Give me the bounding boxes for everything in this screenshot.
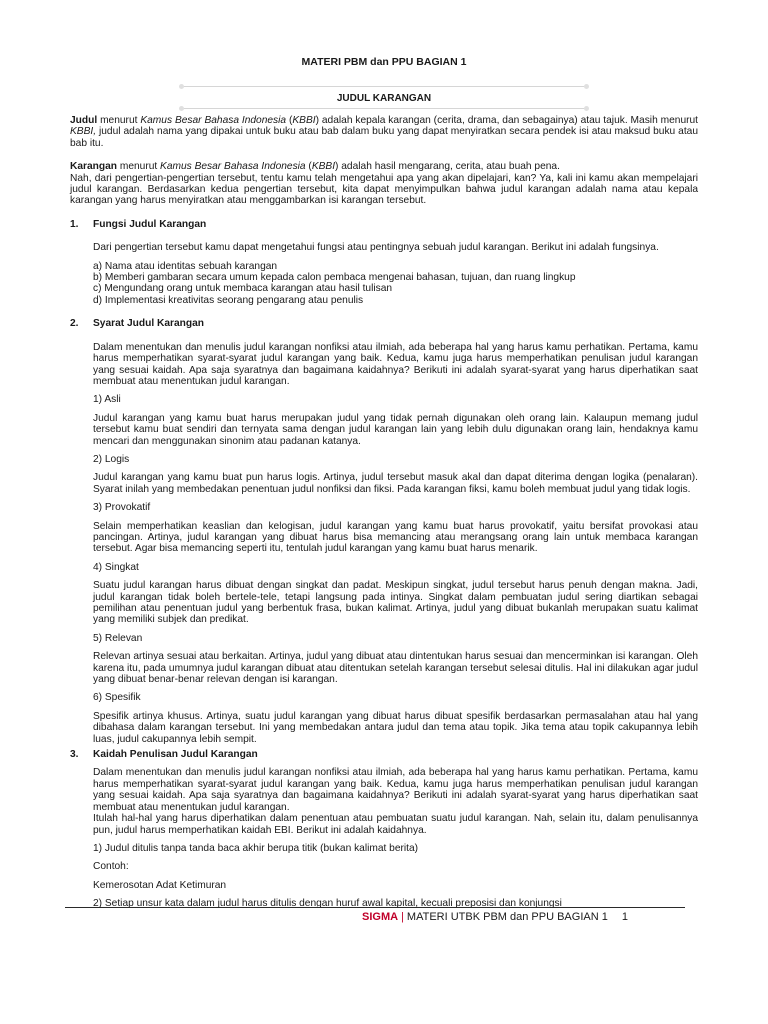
criterion-text: Suatu judul karangan harus dibuat dengan singkat dan padat. Meskipun singkat, judul tersebut harus penuh dengan makna. Jadi, judul karangan tidak boleh bertele-tele, tetapi langsung pada intinya. Singkat dalam pembuatan judul sering diartikan sebagai pemilihan atau penentuan judul yang berbentuk frasa, bukan kalimat. Artinya, judul yang dibuat bukanlah merupakan suatu kalimat yang memiliki subjek dan predikat. — [93, 580, 698, 626]
section-title: Fungsi Judul Karangan — [93, 218, 207, 230]
section-paragraph-2: Itulah hal-hal yang harus diperhatikan dalam penentuan atau pembuatan suatu judul karangan. Nah, selain itu, dalam penulisannya pun, judul harus memperhatikan kaidah EBI. Berikut ini adalah kaidahnya. — [93, 813, 698, 836]
subtitle-divider — [182, 108, 586, 109]
section-paragraph: Dalam menentukan dan menulis judul karangan nonfiksi atau ilmiah, ada beberapa hal yang harus kamu perhatikan. Pertama, kamu harus memperhatikan syarat-syarat judul karangan yang baik. Kedua, kamu juga harus memperhatikan penulisan judul karangan yang sesuai kaidah. Apa saja syaratnya dan bagaimana kaidahnya? Berikuti ini adalah syarat-syarat yang harus diperhatikan saat membuat atau menentukan judul karangan. — [93, 341, 698, 387]
divider-dot-right-2 — [584, 106, 589, 111]
term-karangan: Karangan — [70, 161, 117, 173]
footer-brand: SIGMA — [362, 911, 399, 923]
list-item: a) Nama atau identitas sebuah karangan — [93, 260, 278, 272]
title-divider-top — [182, 86, 586, 87]
section-number: 3. — [70, 749, 79, 761]
divider-dot-left — [179, 84, 184, 89]
section-body-fungsi — [70, 242, 698, 306]
document-subtitle: JUDUL KARANGAN — [336, 93, 432, 104]
footer-text: MATERI UTBK PBM dan PPU BAGIAN 1 — [406, 911, 608, 923]
section-number: 1. — [70, 218, 79, 230]
criterion-label: 6) Spesifik — [93, 692, 141, 704]
section-paragraph: Dalam menentukan dan menulis judul karangan nonfiksi atau ilmiah, ada beberapa hal yang harus kamu perhatikan. Pertama, kamu harus memperhatikan syarat-syarat judul karangan yang baik. Kedua, kamu juga harus memperhatikan penulisan judul karangan yang sesuai kaidah. Apa saja syaratnya dan bagaimana kaidahnya? Berikuti ini adalah syarat-syarat yang harus diperhatikan saat membuat atau menentukan judul karangan. — [93, 767, 698, 813]
criterion-text: Judul karangan yang kamu buat harus merupakan judul yang tidak pernah digunakan oleh orang lain. Kalaupun memang judul tersebut kamu buat sendiri dan ternyata sama dengan judul karangan lain yang lebih dulu digunakan orang lain, hendaknya kamu mencari dan menggunakan sinonim atau padanan katanya. — [93, 412, 698, 447]
criterion-text: Judul karangan yang kamu buat pun harus logis. Artinya, judul tersebut masuk akal dan dapat diterima dengan logika (penalaran). Syarat inilah yang membedakan penentuan judul nonfiksi dan fiksi. Pada karangan fiksi, kamu boleh membuat judul yang tidak logis. — [93, 472, 698, 495]
text-fragment: ( — [286, 115, 293, 126]
term-judul: Judul — [70, 115, 98, 126]
criterion-label: 4) Singkat — [93, 561, 139, 573]
example-label: Contoh: — [93, 861, 129, 873]
section-heading-fungsi — [70, 219, 698, 230]
section-title: Kaidah Penulisan Judul Karangan — [93, 749, 258, 761]
rule-item: 1) Judul ditulis tanpa tanda baca akhir berupa titik (bukan kalimat berita) — [93, 842, 419, 854]
criterion-label: 5) Relevan — [93, 632, 143, 644]
text-fragment: ( — [305, 161, 312, 173]
intro-paragraph-karangan — [70, 161, 698, 172]
page-number: 1 — [621, 911, 628, 923]
criterion-label: 1) Asli — [93, 394, 121, 406]
text-fragment: menurut — [97, 115, 141, 126]
document-title: MATERI PBM dan PPU BAGIAN 1 — [301, 56, 467, 68]
intro-paragraph-conclusion: Nah, dari pengertian-pengertian tersebut, tentu kamu telah mengetahui apa yang akan dipelajari, kan? Ya, kali ini kamu akan mempelajari judul karangan. Berdasarkan kedua pengertian tersebut, kita dapat menyimpulkan bahwa judul karangan adalah nama atau kepala karangan yang harus menyiratkan atau menggambarkan isi karangan tersebut. — [70, 172, 698, 207]
example-text: Kemerosotan Adat Ketimuran — [93, 879, 227, 891]
kbbi-fullname: Kamus Besar Bahasa Indonesia — [140, 115, 287, 126]
intro-paragraph-judul — [70, 115, 698, 149]
text-fragment: menurut — [117, 161, 161, 173]
kbbi-abbr-3: KBBI — [311, 161, 336, 173]
list-item: c) Mengundang orang untuk membaca karangan atau hasil tulisan — [93, 283, 393, 295]
rule-item: 2) Setiap unsur kata dalam judul harus ditulis dengan huruf awal kapital, kecuali preposisi dan konjungsi — [93, 898, 562, 910]
fungsi-list — [93, 261, 698, 307]
section-heading-syarat — [70, 318, 698, 329]
kbbi-abbr-2: KBBI, — [70, 126, 97, 138]
footer-separator: | — [401, 911, 404, 923]
text-fragment: ) adalah hasil mengarang, cerita, atau buah pena. — [335, 161, 560, 173]
section-body-syarat — [70, 342, 698, 745]
criterion-text: Selain memperhatikan keaslian dan kelogisan, judul karangan yang kamu buat harus provokatif, yaitu bersifat provokasi atau pancingan. Artinya, judul karangan yang dibuat harus bisa memancing atau merangsang orang lain untuk membaca karangan tersebut. Agar bisa memancing seperti itu, tentulah judul karangan yang kamu buat harus menarik. — [93, 520, 698, 555]
criterion-label: 3) Provokatif — [93, 502, 151, 514]
list-item: b) Memberi gambaran secara umum kepada calon pembaca mengenai bahasan, tujuan, dan ruang lingkup — [93, 272, 576, 284]
criterion-text: Relevan artinya sesuai atau berkaitan. Artinya, judul yang dibuat atau dintentukan harus sesuai dan mencerminkan isi karangan. Oleh karena itu, pada umumnya judul karangan dibuat atau ditentukan setelah karangan tersebut selesai ditulis. Hal ini dilakukan agar judul yang dibuat benar-benar relevan dengan isi karangan. — [93, 651, 698, 686]
list-item: d) Implementasi kreativitas seorang pengarang atau penulis — [93, 294, 364, 306]
section-title: Syarat Judul Karangan — [93, 318, 204, 330]
footer-divider — [65, 907, 685, 908]
kbbi-abbr: KBBI — [292, 115, 316, 126]
criterion-label: 2) Logis — [93, 453, 130, 465]
document-body — [70, 115, 698, 910]
section-number: 2. — [70, 318, 79, 330]
page-footer — [362, 912, 628, 923]
criterion-text: Spesifik artinya khusus. Artinya, suatu judul karangan yang dibuat harus dibuat spesifik berdasarkan permasalahan atau hal yang dibahasa dalam karangan tersebut. Ini yang membedakan antara judul dan tema atau topik. Jika tema atau topik cakupannya lebih luas, judul cakupannya lebih sempit. — [93, 710, 698, 745]
divider-dot-right — [584, 84, 589, 89]
section-body-kaidah — [70, 767, 698, 909]
text-fragment: ) adalah kepala karangan (cerita, drama, dan sebagainya) atau tajuk. Masih menurut — [315, 115, 698, 126]
text-fragment: judul adalah nama yang dipakai untuk buku atau bab dalam buku yang dapat menyiratkan secara pendek isi atau maksud buku atau bab itu. — [70, 126, 698, 149]
kbbi-fullname-2: Kamus Besar Bahasa Indonesia — [160, 161, 306, 173]
section-paragraph: Dari pengertian tersebut kamu dapat mengetahui fungsi atau pentingnya sebuah judul karangan. Berikut ini adalah fungsinya. — [93, 242, 659, 254]
section-heading-kaidah — [70, 749, 698, 760]
divider-dot-left-2 — [179, 106, 184, 111]
